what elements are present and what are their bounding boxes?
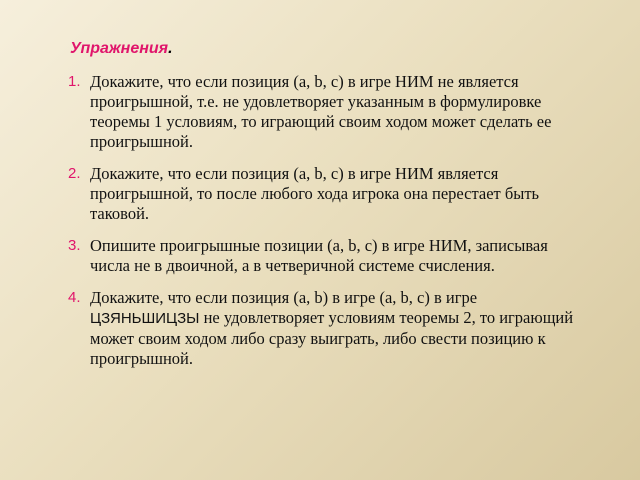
exercise-item-4 — [68, 288, 588, 369]
exercise-text-before: Докажите, что если позиция (a, b) в игре (a, b, c) в игре — [90, 288, 478, 307]
exercise-item-3 — [68, 236, 588, 276]
game-name: ЦЗЯНЬШИЦЗЫ — [90, 310, 200, 327]
exercise-number: 4. — [68, 289, 81, 306]
exercise-text: Докажите, что если позиция (a, b, c) в игре НИМ является проигрышной, то после любого хода игрока она перестает быть таковой. — [90, 164, 540, 223]
exercise-item-2 — [68, 164, 588, 224]
exercise-item-1 — [68, 72, 588, 152]
exercise-number: 1. — [68, 73, 81, 90]
exercise-text: Опишите проигрышные позиции (a, b, c) в игре НИМ, записывая числа не в двоичной, а в четверичной системе счисления. — [90, 236, 548, 275]
exercise-text-after: не удовлетворяет условиям теоремы 2, то играющий может своим ходом либо сразу выиграть, либо свести позицию к проигрышной. — [90, 308, 574, 368]
exercise-list — [68, 72, 588, 381]
exercise-number: 3. — [68, 237, 81, 254]
slide-title-text: Упражнения — [70, 40, 169, 57]
exercise-text: Докажите, что если позиция (a, b, c) в игре НИМ не является проигрышной, т.е. не удовлетворяет указанным в формулировке теоремы 1 условиям, то играющий своим ходом может сделать ее проигрышной. — [90, 72, 552, 151]
slide-title-punct: . — [168, 40, 173, 57]
slide-title — [70, 40, 173, 58]
exercise-number: 2. — [68, 165, 81, 182]
